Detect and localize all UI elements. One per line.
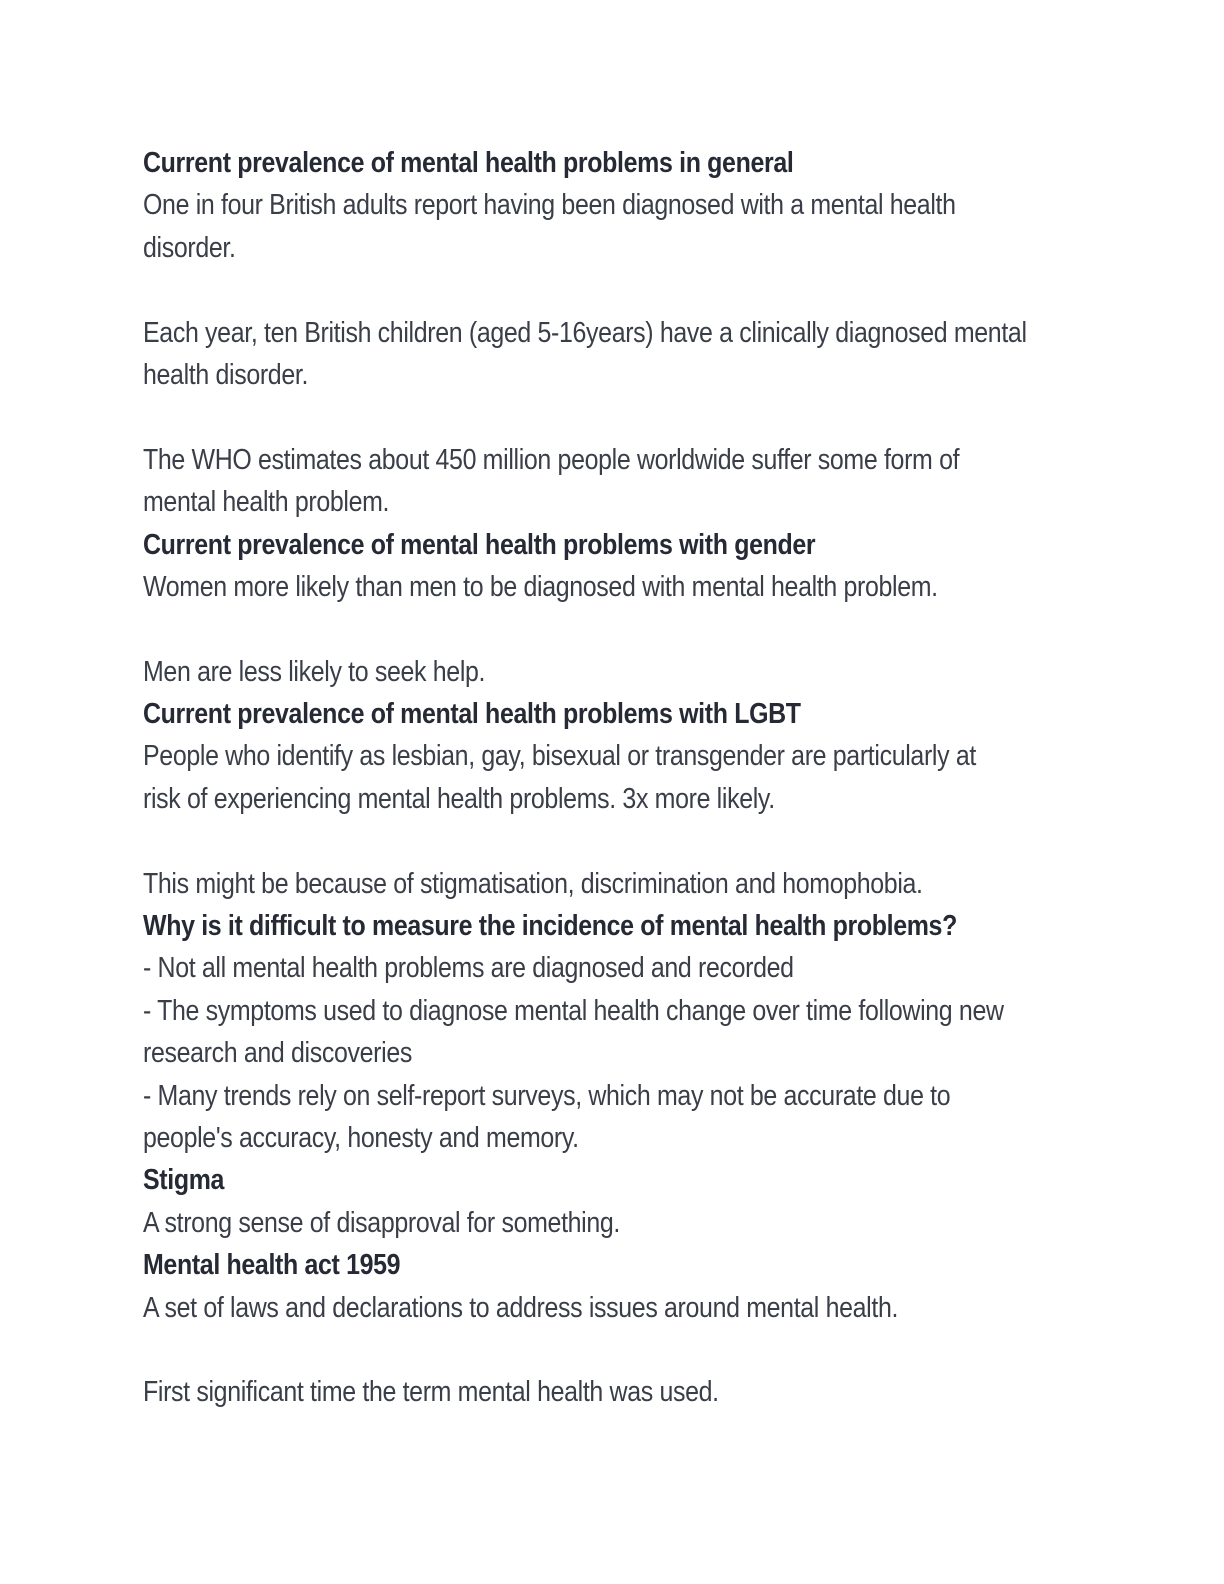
document-page (143, 142, 1103, 1414)
bullet-line: - The symptoms used to diagnose mental health change over time following new (143, 994, 1004, 1027)
body-line: A strong sense of disapproval for something. (143, 1206, 621, 1239)
section-heading: Stigma (143, 1164, 225, 1197)
body-line: A set of laws and declarations to address issues around mental health. (143, 1291, 899, 1324)
paragraph-spacer (143, 1329, 1103, 1371)
paragraph-spacer (143, 820, 1103, 862)
bullet-line: research and discoveries (143, 1037, 413, 1070)
bullet-line: people's accuracy, honesty and memory. (143, 1121, 579, 1154)
body-line: mental health problem. (143, 486, 390, 519)
bullet-line: - Many trends rely on self-report surveys, which may not be accurate due to (143, 1079, 951, 1112)
body-line: health disorder. (143, 358, 309, 391)
body-line: This might be because of stigmatisation, discrimination and homophobia. (143, 867, 923, 900)
paragraph-spacer (143, 608, 1103, 650)
section-heading: Current prevalence of mental health problems in general (143, 147, 794, 179)
body-line: The WHO estimates about 450 million people worldwide suffer some form of (143, 443, 960, 476)
section-heading: Current prevalence of mental health problems with gender (143, 528, 816, 561)
body-line: disorder. (143, 231, 236, 264)
section-heading: Current prevalence of mental health problems with LGBT (143, 698, 801, 731)
section-heading: Mental health act 1959 (143, 1249, 401, 1282)
body-line: Each year, ten British children (aged 5-16years) have a clinically diagnosed mental (143, 316, 1027, 349)
paragraph-spacer (143, 269, 1103, 311)
bullet-line: - Not all mental health problems are diagnosed and recorded (143, 952, 794, 985)
body-line: Men are less likely to seek help. (143, 655, 486, 688)
body-line: First significant time the term mental health was used. (143, 1376, 719, 1409)
body-line: People who identify as lesbian, gay, bisexual or transgender are particularly at (143, 740, 976, 773)
body-line: One in four British adults report having been diagnosed with a mental health (143, 189, 956, 222)
body-line: risk of experiencing mental health problems. 3x more likely. (143, 782, 775, 815)
section-heading: Why is it difficult to measure the incidence of mental health problems? (143, 910, 957, 943)
paragraph-spacer (143, 396, 1103, 438)
body-line: Women more likely than men to be diagnosed with mental health problem. (143, 570, 938, 603)
